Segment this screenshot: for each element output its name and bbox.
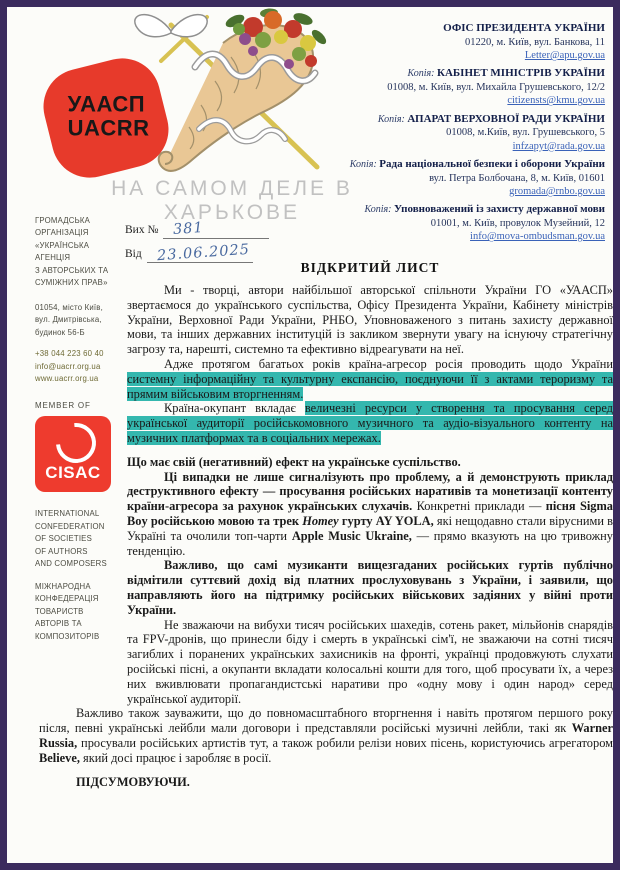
copy-label: Копія: (349, 158, 380, 170)
cisac-logo (35, 416, 111, 492)
member-of-label: MEMBER OF (35, 400, 91, 410)
org-name: ГРОМАДСЬКА ОРГАНІЗАЦІЯ «УКРАЇНСЬКА АГЕНЦІЯ З АВТОРСЬКИХ ТА СУМІЖНИХ ПРАВ» (35, 216, 109, 288)
recipient-email-link[interactable]: Letter@apu.gov.ua (524, 50, 605, 62)
recipient-name: Копія: КАБІНЕТ МІНІСТРІВ УКРАЇНИ (407, 67, 605, 80)
paragraph-text: Не зважаючи на вибухи тисяч російських шахедів, сотень ракет, мільйонів снарядів та FPV-дронів, що принесли біду і смерть в українські сім'ї, не зважаючи на сотні тисяч загиблих і поранених українських захисників на фронті, українці продовжують слухати російські пісні, а окупанти вкладати колосальні кошти для того, щоб просувати їх, а через них вживлювати пропагандистські наративи про «одну мову і один народ» серед української аудиторії. (127, 617, 613, 706)
paragraph-text: Важливо, що самі музиканти вищезгаданих російських гуртів публічно відмітили суттєвий дохід від платних прослуховувань з України, і заявили, що направляють його на підтримку російських військових задіяних у війні проти України. (127, 558, 613, 617)
letter-paragraph (127, 283, 613, 357)
recipient-name: Копія: АПАРАТ ВЕРХОВНОЇ РАДИ УКРАЇНИ (377, 112, 605, 125)
uacrr-logo-line1: УААСП (67, 91, 146, 117)
date-label: Від (125, 248, 142, 260)
cisac-name-en: INTERNATIONAL CONFEDERATION OF SOCIETIES OF AUTHORS AND COMPOSERS (35, 509, 107, 569)
paragraph-text: гурту AY YOLA, (338, 513, 434, 528)
letter-paragraph (127, 558, 613, 617)
uacrr-logo-text (68, 92, 150, 140)
date-row (125, 241, 269, 265)
copy-label: Копія: (364, 204, 394, 216)
paragraph-text: Warner Russia, (39, 721, 613, 750)
ref-date-block (125, 221, 269, 269)
paragraph-text: пісня Sigma Boy російською мовою та трек (127, 499, 613, 528)
letter-paragraph (127, 401, 613, 445)
recipients-list (293, 22, 605, 248)
letter-paragraph (127, 357, 613, 401)
copy-label: Копія: (377, 113, 408, 125)
paragraph-text: просували російських артистів тут, а також робили релізи нових пісень, користуючись агрегатором (77, 735, 613, 750)
paragraph-text: Apple Music Ukraine, (291, 528, 412, 543)
outgoing-number-row (125, 221, 269, 239)
date-value: 23.06.2025 (156, 241, 251, 265)
recipient-address: 01008, м. Київ, вул. Михайла Грушевського, 12/2 (387, 82, 605, 94)
letter-paragraph (127, 470, 613, 559)
recipient-address: 01008, м.Київ, вул. Грушевського, 5 (446, 127, 605, 139)
watermark-line2: ХАРЬКОВЕ (163, 201, 301, 225)
highlighted-text: величезні ресурси у створення та просування серед української аудиторії російськомовного музичного та аудіо-візуального контенту на музичних платформах та в соціальних мережах. (127, 401, 613, 445)
recipient-email-link[interactable]: gromada@rnbo.gov.ua (509, 185, 605, 197)
sidebar (35, 215, 131, 643)
recipient-name: Копія: Рада національної безпеки і оборони України (349, 157, 605, 170)
letter-page (7, 7, 613, 863)
recipient-name: Копія: Уповноважений із захисту державної мови (364, 203, 605, 216)
uacrr-logo-line2: UACRR (67, 115, 150, 141)
recipient-address: вул. Петра Болбочана, 8, м. Київ, 01601 (429, 172, 605, 184)
letter-paragraph (39, 775, 613, 790)
recipient-name: ОФІС ПРЕЗИДЕНТА УКРАЇНИ (443, 22, 605, 34)
paragraph-text: Ці випадки не лише сигналізують про проблему, а й демонструють приклад деструктивного ефекту — просування російських наративів та монетизації контенту країни-агресора за рахунок українських слухачів. (127, 469, 613, 514)
paragraph-text: Що має свій (негативний) ефект на українське суспільство. (127, 454, 461, 469)
paragraph-text: Важливо також зауважити, що до повномасштабного вторгнення і навіть протягом першого року після, певні українські лейбли мали договори і представляли російські музичні лейбли, такі як (39, 706, 613, 736)
highlighted-text: системну інформаційну та культурну експансію, поєднуючи її з актами тероризму та прямим військовим вторгненням. (127, 371, 613, 401)
recipient-block (293, 113, 605, 153)
recipient-address: 01220, м. Київ, вул. Банкова, 11 (465, 36, 605, 48)
paragraph-text: Адже протягом багатьох років країна-агресор росія проводить щодо України (164, 356, 613, 371)
paragraph-text: Believe, (39, 750, 80, 765)
recipient-email-link[interactable]: infzapyt@rada.gov.ua (512, 140, 605, 152)
watermark-line1: НА САМОМ ДЕЛЕ В (111, 177, 353, 200)
recipient-email-link[interactable]: info@mova-ombudsman.gov.ua (470, 231, 605, 243)
outgoing-number-line (163, 221, 269, 239)
recipient-block (293, 22, 605, 62)
recipient-email-link[interactable]: citizensts@kmu.gov.ua (507, 95, 605, 107)
paragraph-text: ПІДСУМОВУЮЧИ. (76, 774, 190, 789)
paragraph-text: які нещодавно стали вірусними в Україні та очолили топ-чарти (127, 513, 613, 543)
recipient-block (293, 158, 605, 198)
letter-title: ВІДКРИТИЙ ЛИСТ (300, 260, 440, 275)
date-line (147, 241, 253, 265)
paragraph-text: Країна-окупант вкладає (164, 401, 305, 416)
paragraph-text: — прямо вказують на цю тривожну тенденцію. (127, 528, 613, 558)
cisac-logo-text: CISAC (45, 463, 101, 483)
org-contacts: +38 044 223 60 40 info@uacrr.org.ua www.uacrr.org.ua (35, 349, 104, 384)
paragraph-text: Homey (302, 513, 339, 528)
letter-paragraph (127, 618, 613, 707)
letter-paragraph (127, 455, 613, 470)
org-address: 01054, місто Київ, вул. Дмитрівська, будинок 56-Б (35, 302, 103, 337)
recipient-address: 01001, м. Київ, провулок Музейний, 12 (430, 218, 605, 230)
recipient-block (293, 203, 605, 243)
copy-label: Копія: (407, 68, 437, 80)
paragraph-text: Ми - творці, автори найбільшої авторської спільноти України ГО «УААСП» звертаємося до українського суспільства, Офісу Президента України, Кабінету міністрів України, Верховної Ради України, РНБО, Уповноваженого з питань захисту державної мови, та інших державних інституцій із закликом звернути увагу на існуючу стратегічну загрозу та, нарешті, системно та ефективно відреагувати на неї. (127, 283, 613, 357)
paragraph-text: який досі працює і заробляє в росії. (79, 750, 272, 765)
cisac-name-ua: МІЖНАРОДНА КОНФЕДЕРАЦІЯ ТОВАРИСТВ АВТОРІВ ТА КОМПОЗИТОРІВ (35, 581, 100, 641)
paragraph-text: Конкретні приклади — (412, 499, 546, 514)
recipient-block (293, 67, 605, 107)
outgoing-number-label: Вих № (125, 224, 159, 236)
outgoing-number-value: 381 (172, 219, 205, 239)
letter-paragraph (39, 706, 613, 765)
